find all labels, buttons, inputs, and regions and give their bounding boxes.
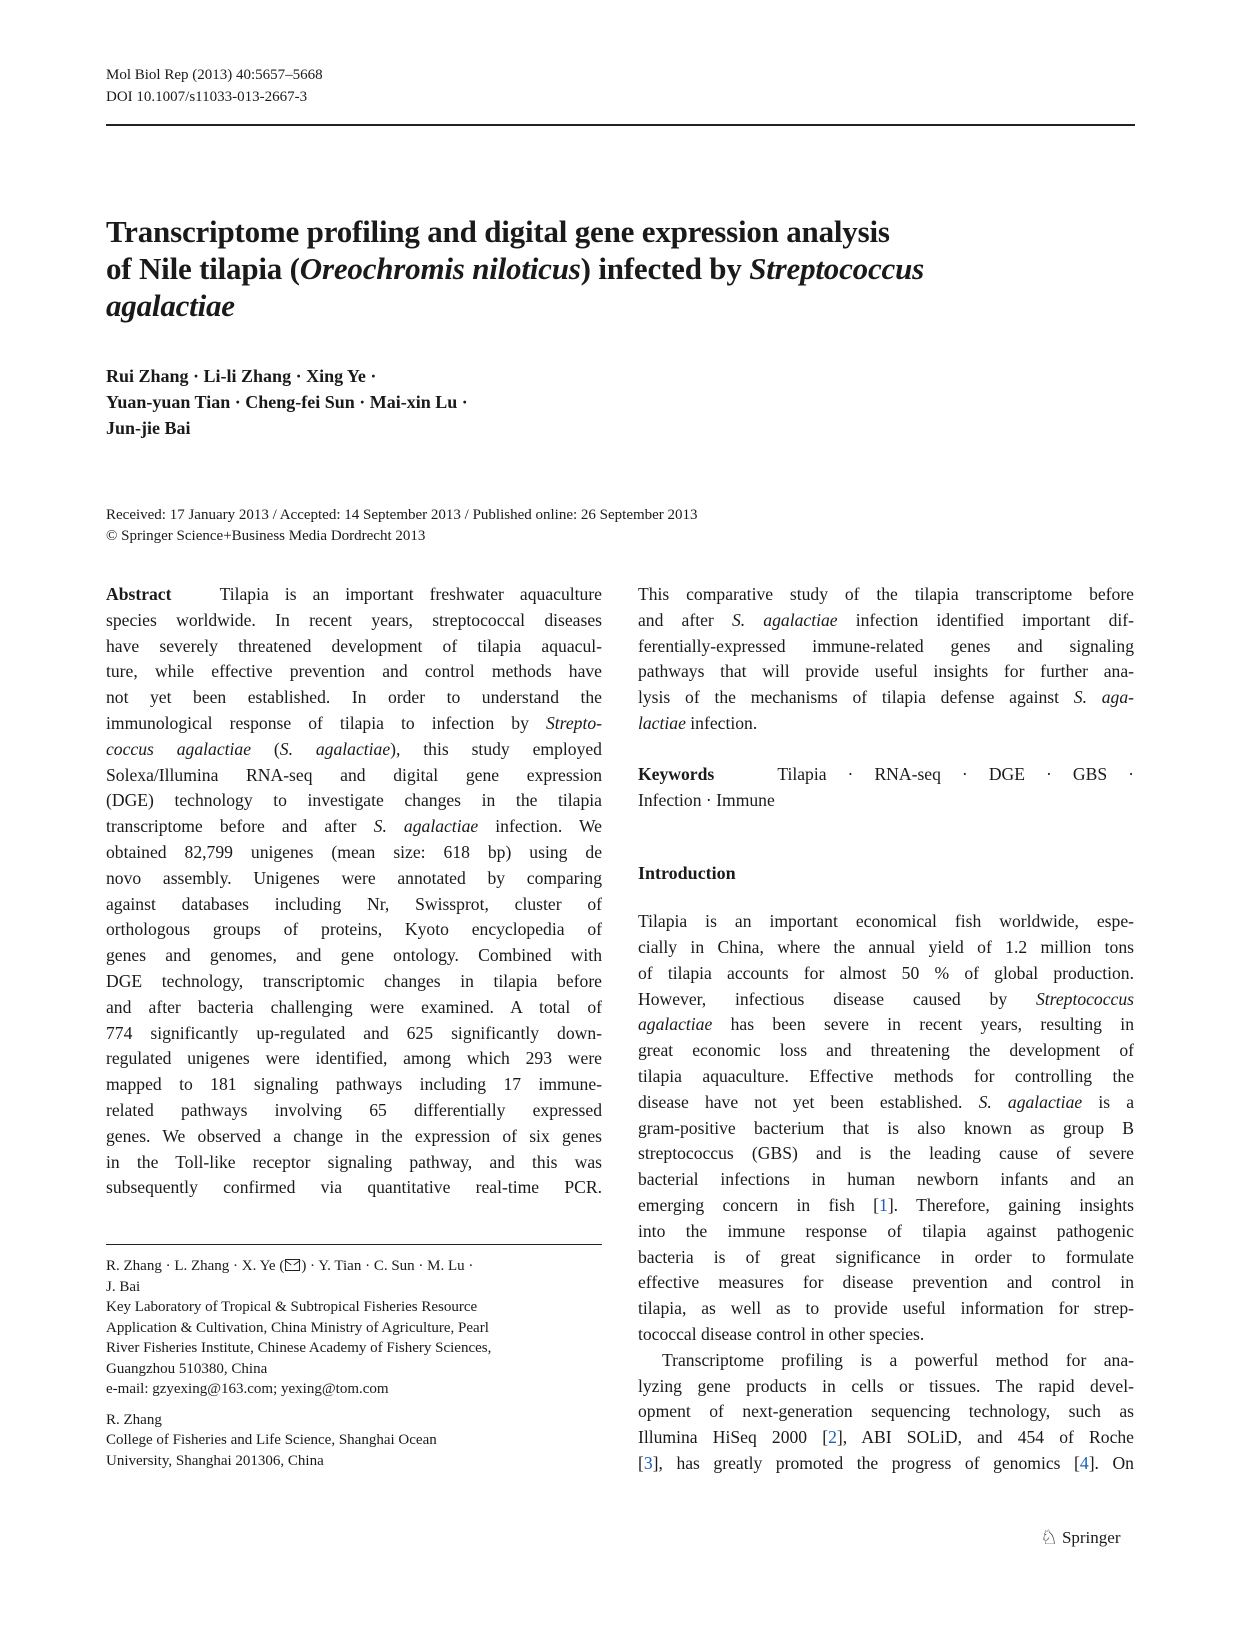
introduction-heading: Introduction (638, 863, 736, 884)
doi: DOI 10.1007/s11033-013-2667-3 (106, 89, 308, 105)
article-title: Transcriptome profiling and digital gene expression analysis of Nile tilapia (Oreochromis niloticus) infected by Streptococcus agalactiae (106, 214, 924, 323)
introduction-paragraph-2: Transcriptome profiling is a powerful method for ana- lyzing gene products in cells or tissues. The rapid devel- opment of next-generation sequencing technology, such as Illumina HiSeq 2000 [2], ABI SOLiD, and 454 of Roche [3], has greatly promoted the progress of genomics [4]. On (638, 1349, 1134, 1473)
journal-header (106, 64, 323, 108)
email-link[interactable]: e-mail: gzyexing@163.com; yexing@tom.com (106, 1381, 389, 1397)
springer-horse-icon: ♘ (1040, 1527, 1058, 1549)
publication-dates: Received: 17 January 2013 / Accepted: 14 September 2013 / Published online: 26 September 2013 © Springer Science+Business Media Dordrecht 2013 (106, 505, 698, 547)
citation-link[interactable]: 1 (879, 1194, 888, 1215)
keywords-label: Keywords (638, 763, 715, 784)
envelope-icon (285, 1259, 300, 1271)
publisher-name: Springer (1061, 1528, 1121, 1547)
author-affiliations (106, 1256, 606, 1481)
abstract-continuation: This comparative study of the tilapia transcriptome before and after S. agalactiae infection identified important dif- ferentially-expressed immune-related genes and signaling pathways that will provide useful insights for further ana- lysis of the mechanisms of tilapia defense against S. aga- lactiae infection. (638, 584, 1135, 733)
introduction-paragraph-1: Tilapia is an important economical fish worldwide, espe- cially in China, where the annual yield of 1.2 million tons of tilapia accounts for almost 50 % of global production. However, infectious disease caused by Streptococcus agalactiae has been severe in recent years, resulting in great economic loss and threatening the development of tilapia aquaculture. Effective methods for controlling the disease have not yet been established. S. agalactiae is a gram-positive bacterium that is also known as group B streptococcus (GBS) and is the leading cause of severe bacterial infections in human newborn infants and an emerging concern in fish [1]. Therefore, gaining insights into the immune response of tilapia against pathogenic bacteria is of great significance in order to formulate effective measures for disease prevention and control in tilapia, as well as to provide useful information for strep- tococcal disease control in other species. (638, 911, 1134, 1344)
author-list: Rui Zhang · Li-li Zhang · Xing Ye · Yuan-yuan Tian · Cheng-fei Sun · Mai-xin Lu · Jun-jie Bai (106, 366, 468, 438)
header-divider (106, 124, 1135, 126)
copyright: © Springer Science+Business Media Dordrecht 2013 (106, 528, 426, 544)
affiliation-block-1: R. Zhang · L. Zhang · X. Ye ( ) · Y. Tian · C. Sun · M. Lu · J. Bai Key Laboratory of Tropical & Subtropical Fisheries Resource Application & Cultivation, China Ministry of Agriculture, Pearl River Fisheries Institute, Chinese Academy of Fishery Sciences, Guangzhou 510380, China e-mail: gzyexing@163.com; yexing@tom.com (106, 1256, 606, 1400)
citation-link[interactable]: 4 (1079, 1452, 1089, 1473)
citation-link[interactable]: 3 (643, 1452, 653, 1473)
right-column (638, 582, 1134, 1477)
journal-citation: Mol Biol Rep (2013) 40:5657–5668 (106, 67, 323, 83)
abstract: Abstract Tilapia is an important freshwater aquaculture species worldwide. In recent years, streptococcal diseases have severely threatened development of tilapia aquacul- ture, while effective prevention and control methods have not yet been established. In order to understand the immunological response of tilapia to infection by Strepto- coccus agalactiae (S. agalactiae), this study employed Solexa/Illumina RNA-seq and digital gene expression (DGE) technology to investigate changes in the tilapia transcriptome before and after S. agalactiae infection. We obtained 82,799 unigenes (mean size: 618 bp) using de novo assembly. Unigenes were annotated by comparing against databases including Nr, Swissprot, cluster of orthologous groups of proteins, Kyoto encyclopedia of genes and genomes, and gene ontology. Combined with DGE technology, transcriptomic changes in tilapia before and after bacteria challenging were examined. A total of 774 significantly up-regulated and 625 significantly down- regulated unigenes were identified, among which 293 were mapped to 181 signaling pathways including 17 immune- related pathways involving 65 differentially expressed genes. We observed a change in the expression of six genes in the Toll-like receptor signaling pathway, and this was subsequently confirmed via quantitative real-time PCR. (106, 584, 602, 1198)
citation-link[interactable]: 2 (828, 1427, 837, 1448)
keywords: Keywords Tilapia · RNA-seq · DGE · GBS · Infection · Immune (638, 763, 1134, 810)
affiliation-block-2: R. Zhang College of Fisheries and Life Science, Shanghai Ocean University, Shanghai 201306, China (106, 1411, 437, 1469)
publisher-logo (1040, 1528, 1120, 1548)
footnote-divider (106, 1244, 602, 1245)
abstract-label: Abstract (106, 584, 172, 604)
